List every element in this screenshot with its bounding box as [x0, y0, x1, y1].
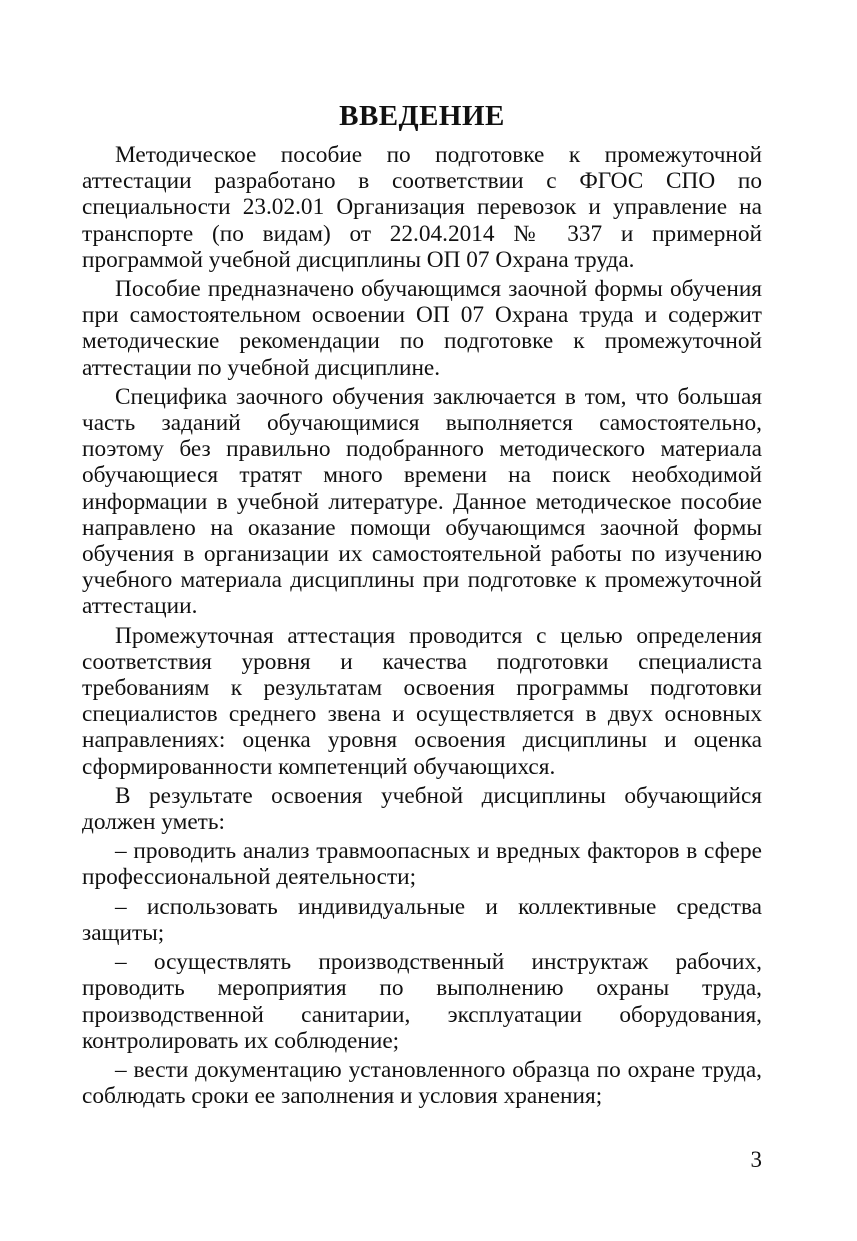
paragraph-skills-intro: В результате освоения учебной дисциплины обучающийся должен уметь: — [82, 782, 762, 836]
page-title: ВВЕДЕНИЕ — [339, 100, 505, 132]
list-item-skill: – проводить анализ травмоопасных и вредных факторов в сфере профессиональной деятельности; — [82, 838, 762, 891]
paragraph-purpose: Методическое пособие по подготовке к промежуточной аттестации разработано в соответствии с ФГОС СПО по специальности 23.02.01 Организация перевозок и управление на транспорте (по видам) от 22.04.2014 № 337 и примерной программой учебной дисциплины ОП 07 Охрана труда. — [82, 142, 762, 273]
document-page — [82, 96, 762, 1112]
paragraph-attestation: Промежуточная аттестация проводится с целью определения соответствия уровня и качества подготовки специалиста требованиям к результатам освоения программы подготовки специалистов среднего звена и осуществляется в двух основных направлениях: оценка уровня освоения дисциплины и оценка сформированности компетенций обучающихся. — [82, 622, 762, 780]
list-item-skill: – осуществлять производственный инструктаж рабочих, проводить мероприятия по выполнению охраны труда, производственной санитарии, эксплуатации оборудования, контролировать их соблюдение; — [82, 949, 762, 1054]
paragraph-specifics: Специфика заочного обучения заключается в том, что большая часть заданий обучающимися выполняется самостоятельно, поэтому без правильно подобранного методического материала обучающиеся тратят много времени на поиск необходимой информации в учебной литературе. Данное методическое пособие направлено на оказание помощи обучающимся заочной формы обучения в организации их самостоятельной работы по изучению учебного материала дисциплины при подготовке к промежуточной аттестации. — [82, 383, 762, 620]
page-number: 3 — [750, 1147, 762, 1172]
list-item-skill: – вести документацию установленного образца по охране труда, соблюдать сроки ее заполнения и условия хранения; — [82, 1056, 762, 1110]
list-item-skill: – использовать индивидуальные и коллективные средства защиты; — [82, 893, 762, 946]
paragraph-audience: Пособие предназначено обучающимся заочной формы обучения при самостоятельном освоении ОП 07 Охрана труда и содержит методические рекомендации по подготовке к промежуточной аттестации по учебной дисциплине. — [82, 276, 762, 381]
